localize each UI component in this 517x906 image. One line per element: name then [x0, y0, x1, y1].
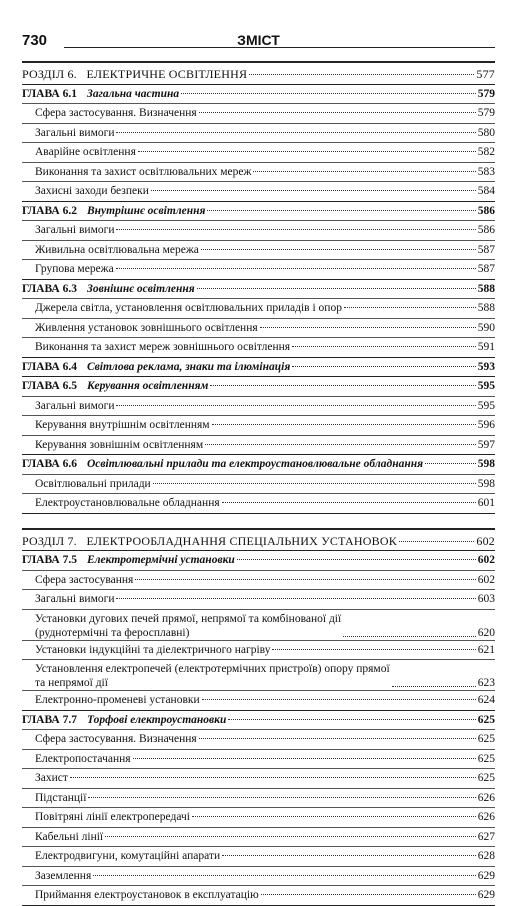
- dot-leader: [253, 171, 475, 172]
- dot-leader: [197, 288, 476, 289]
- toc-section-row[interactable]: [22, 65, 495, 84]
- toc-entry-row[interactable]: [22, 847, 495, 866]
- page-ref: 625: [477, 733, 495, 745]
- page-ref: 626: [477, 811, 495, 823]
- dot-leader: [199, 112, 476, 113]
- dot-leader: [199, 738, 476, 739]
- entry-title-line: (руднотермічні та феросплавні): [35, 626, 190, 639]
- dot-leader: [88, 797, 475, 798]
- toc-entry-row[interactable]: [22, 494, 495, 513]
- chapter-number: ГЛАВА 6.6: [22, 458, 77, 470]
- entry-title: Електропостачання: [35, 752, 131, 765]
- dot-leader: [249, 74, 474, 75]
- toc-entry-row[interactable]: [22, 769, 495, 788]
- entry-title: Аварійне освітлення: [35, 146, 136, 158]
- page-ref: 579: [477, 87, 495, 100]
- toc-entry-row[interactable]: [22, 397, 495, 416]
- toc-entry-row[interactable]: [22, 475, 495, 494]
- entry-title: Загальні вимоги: [35, 224, 115, 236]
- page-ref: 595: [477, 399, 495, 412]
- dot-leader: [212, 424, 476, 425]
- dot-leader: [425, 463, 476, 464]
- toc-entry-row[interactable]: [22, 260, 495, 279]
- chapter-number: ГЛАВА 6.3: [22, 282, 77, 295]
- page-ref: 584: [477, 185, 495, 197]
- toc-entry-row[interactable]: [22, 828, 495, 847]
- entry-title: Загальні вимоги: [35, 399, 115, 412]
- dot-leader: [202, 699, 476, 700]
- toc-entry-row[interactable]: [22, 750, 495, 769]
- page-ref: 625: [477, 772, 495, 784]
- toc-entry-row[interactable]: [22, 124, 495, 143]
- dot-leader: [261, 894, 476, 895]
- toc-entry-row[interactable]: [22, 319, 495, 338]
- toc-entry-row[interactable]: [22, 338, 495, 357]
- dot-leader: [272, 649, 475, 650]
- dot-leader: [138, 151, 476, 152]
- chapter-label: [22, 358, 290, 377]
- entry-title: Електронно-променеві установки: [35, 694, 200, 706]
- toc-entry-row[interactable]: [22, 660, 495, 690]
- entry-title: Захист: [35, 772, 68, 784]
- dot-leader: [116, 229, 475, 230]
- page-ref: 586: [477, 224, 495, 236]
- dot-leader: [181, 93, 476, 94]
- entry-title: Підстанції: [35, 791, 87, 804]
- entry-title: Виконання та захист мереж зовнішнього освітлення: [35, 341, 291, 353]
- toc-section-row[interactable]: [22, 532, 495, 551]
- toc-entry-row[interactable]: [22, 416, 495, 435]
- chapter-title: Керування освітленням: [86, 380, 209, 392]
- dot-leader: [153, 483, 476, 484]
- header-rule: [64, 47, 495, 48]
- toc-entry-row[interactable]: [22, 571, 495, 590]
- page-ref: 623: [477, 677, 495, 689]
- dot-leader: [260, 327, 476, 328]
- dot-leader: [151, 190, 476, 191]
- chapter-number: ГЛАВА 6.4: [22, 360, 77, 373]
- toc-chapter-row[interactable]: [22, 280, 495, 299]
- toc-section: [22, 61, 495, 514]
- dot-leader: [210, 385, 475, 386]
- toc-entry-row[interactable]: [22, 808, 495, 827]
- dot-leader: [133, 758, 476, 759]
- page-ref: 579: [477, 107, 495, 119]
- dot-leader: [116, 405, 475, 406]
- page-ref: 595: [477, 380, 495, 392]
- dot-leader: [116, 268, 476, 269]
- dot-leader: [343, 636, 476, 637]
- toc-entry-row[interactable]: [22, 221, 495, 240]
- toc-entry-row[interactable]: [22, 182, 495, 201]
- dot-leader: [135, 579, 475, 580]
- dot-leader: [292, 346, 476, 347]
- page-ref: 583: [477, 165, 495, 178]
- entry-title: Загальні вимоги: [35, 126, 115, 139]
- toc-chapter-row[interactable]: [22, 202, 495, 221]
- chapter-title: Зовнішнє освітлення: [86, 282, 195, 295]
- entry-title: Освітлювальні прилади: [35, 477, 151, 490]
- page-ref: 620: [477, 626, 495, 639]
- chapter-label: [22, 202, 205, 221]
- dot-leader: [222, 855, 476, 856]
- toc-entry-row[interactable]: [22, 691, 495, 710]
- page-ref: 602: [476, 533, 495, 548]
- entry-title: Заземлення: [35, 869, 92, 882]
- dot-leader: [392, 686, 476, 687]
- dot-leader: [70, 777, 476, 778]
- dot-leader: [205, 444, 476, 445]
- dot-leader: [192, 816, 476, 817]
- toc-entry-row[interactable]: [22, 299, 495, 318]
- dot-leader: [105, 836, 476, 837]
- entry-title: Виконання та захист освітлювальних мереж: [35, 165, 252, 178]
- dot-leader: [344, 307, 476, 308]
- page-ref: 621: [477, 643, 495, 656]
- chapter-number: ГЛАВА 7.5: [22, 554, 77, 566]
- toc-entry-row[interactable]: [22, 867, 495, 886]
- toc-entry-row[interactable]: [22, 163, 495, 182]
- page-ref: 588: [477, 282, 495, 295]
- entry-title: Живлення установок зовнішнього освітлення: [35, 321, 258, 334]
- dot-leader: [207, 210, 475, 211]
- toc-entry-row[interactable]: [22, 143, 495, 162]
- chapter-title: Торфові електроустановки: [86, 713, 227, 726]
- entry-title: Керування зовнішнім освітленням: [35, 438, 204, 451]
- chapter-number: ГЛАВА 6.1: [22, 87, 77, 100]
- chapter-number: ГЛАВА 6.2: [22, 204, 77, 217]
- entry-title: Приймання електроустановок в експлуатацію: [35, 889, 259, 901]
- page-ref: 577: [476, 67, 495, 81]
- chapter-number: ГЛАВА 7.7: [22, 713, 77, 726]
- entry-title: [35, 662, 390, 690]
- table-of-contents: [22, 61, 495, 906]
- page-ref: 602: [477, 573, 495, 586]
- dot-leader: [399, 541, 474, 542]
- entry-title: Кабельні лінії: [35, 830, 104, 843]
- page-number: 730: [22, 32, 48, 49]
- toc-entry-row[interactable]: [22, 789, 495, 808]
- page-ref: 593: [477, 360, 495, 373]
- entry-title: Сфера застосування: [35, 573, 134, 586]
- toc-chapter-row[interactable]: [22, 551, 495, 570]
- dot-leader: [222, 502, 476, 503]
- page-ref: 596: [477, 419, 495, 431]
- entry-title: Електродвигуни, комутаційні апарати: [35, 850, 221, 862]
- chapter-label: [22, 377, 208, 396]
- toc-chapter-row[interactable]: [22, 711, 495, 730]
- chapter-title: Внутрішнє освітлення: [86, 204, 206, 217]
- toc-entry-row[interactable]: [22, 886, 495, 905]
- chapter-title: Електротермічні установки: [86, 554, 235, 566]
- page-ref: 580: [477, 126, 495, 139]
- entry-title: Групова мережа: [35, 263, 114, 275]
- dot-leader: [116, 132, 475, 133]
- toc-section: [22, 528, 495, 906]
- entry-title: Повітряні лінії електропередачі: [35, 811, 190, 823]
- page-ref: 590: [477, 321, 495, 334]
- page-ref: 582: [477, 146, 495, 158]
- dot-leader: [237, 559, 476, 560]
- toc-chapter-row[interactable]: [22, 377, 495, 396]
- chapter-label: [22, 85, 179, 104]
- entry-title-line: Установки дугових печей прямої, непрямої та комбінованої дії: [35, 612, 342, 625]
- section-title: РОЗДІЛ 7. ЕЛЕКТРООБЛАДНАННЯ СПЕЦІАЛЬНИХ УСТАНОВОК: [22, 533, 397, 548]
- chapter-label: [22, 711, 226, 730]
- toc-entry-row[interactable]: [22, 641, 495, 660]
- page-ref: 587: [477, 263, 495, 275]
- chapter-title: Освітлювальні прилади та електроустановлювальне обладнання: [86, 458, 424, 470]
- dot-leader: [292, 366, 475, 367]
- page-ref: 598: [477, 477, 495, 490]
- dot-leader: [201, 249, 476, 250]
- entry-title: Загальні вимоги: [35, 593, 115, 605]
- entry-title: Сфера застосування. Визначення: [35, 733, 197, 745]
- running-title: ЗМІСТ: [237, 32, 280, 48]
- chapter-label: [22, 551, 235, 570]
- entry-title: Електроустановлювальне обладнання: [35, 497, 220, 509]
- entry-title-line: та непрямої дії: [35, 677, 108, 689]
- entry-title: Керування внутрішнім освітленням: [35, 419, 210, 431]
- toc-chapter-row[interactable]: [22, 455, 495, 474]
- page-ref: 628: [477, 850, 495, 862]
- toc-entry-row[interactable]: [22, 590, 495, 609]
- toc-chapter-row[interactable]: [22, 85, 495, 104]
- page-ref: 602: [477, 554, 495, 566]
- page-ref: 625: [477, 713, 495, 726]
- chapter-number: ГЛАВА 6.5: [22, 380, 77, 392]
- entry-title: Сфера застосування. Визначення: [35, 107, 197, 119]
- toc-entry-row[interactable]: [22, 104, 495, 123]
- page-ref: 591: [477, 341, 495, 353]
- toc-entry-row[interactable]: [22, 241, 495, 260]
- page-ref: 629: [477, 889, 495, 901]
- chapter-label: [22, 280, 195, 299]
- page-ref: 603: [477, 593, 495, 605]
- dot-leader: [228, 719, 475, 720]
- toc-chapter-row[interactable]: [22, 358, 495, 377]
- toc-entry-row[interactable]: [22, 730, 495, 749]
- toc-entry-row[interactable]: [22, 610, 495, 640]
- page-ref: 601: [477, 497, 495, 509]
- page-ref: 587: [477, 243, 495, 256]
- dot-leader: [93, 875, 476, 876]
- chapter-title: Світлова реклама, знаки та ілюмінація: [86, 360, 291, 373]
- page-ref: 598: [477, 458, 495, 470]
- page-ref: 597: [477, 438, 495, 451]
- entry-title: [35, 612, 341, 640]
- page-ref: 586: [477, 204, 495, 217]
- entry-title: Захисні заходи безпеки: [35, 185, 149, 197]
- page-header: [22, 32, 495, 54]
- entry-title: Установки індукційні та діелектричного нагріву: [35, 643, 271, 656]
- page-ref: 588: [477, 302, 495, 314]
- page-ref: 625: [477, 752, 495, 765]
- entry-title: Джерела світла, установлення освітлювальних приладів і опор: [35, 302, 342, 314]
- dot-leader: [116, 598, 475, 599]
- entry-title: Живильна освітлювальна мережа: [35, 243, 199, 256]
- page-ref: 626: [477, 791, 495, 804]
- page-ref: 627: [477, 830, 495, 843]
- chapter-title: Загальна частина: [86, 87, 180, 100]
- page-ref: 629: [477, 869, 495, 882]
- page-ref: 624: [477, 694, 495, 706]
- entry-title-line: Установлення електропечей (електротермічних пристроїв) опору прямої: [35, 663, 390, 675]
- chapter-label: [22, 455, 423, 474]
- toc-entry-row[interactable]: [22, 436, 495, 455]
- section-title: РОЗДІЛ 6. ЕЛЕКТРИЧНЕ ОСВІТЛЕННЯ: [22, 67, 248, 81]
